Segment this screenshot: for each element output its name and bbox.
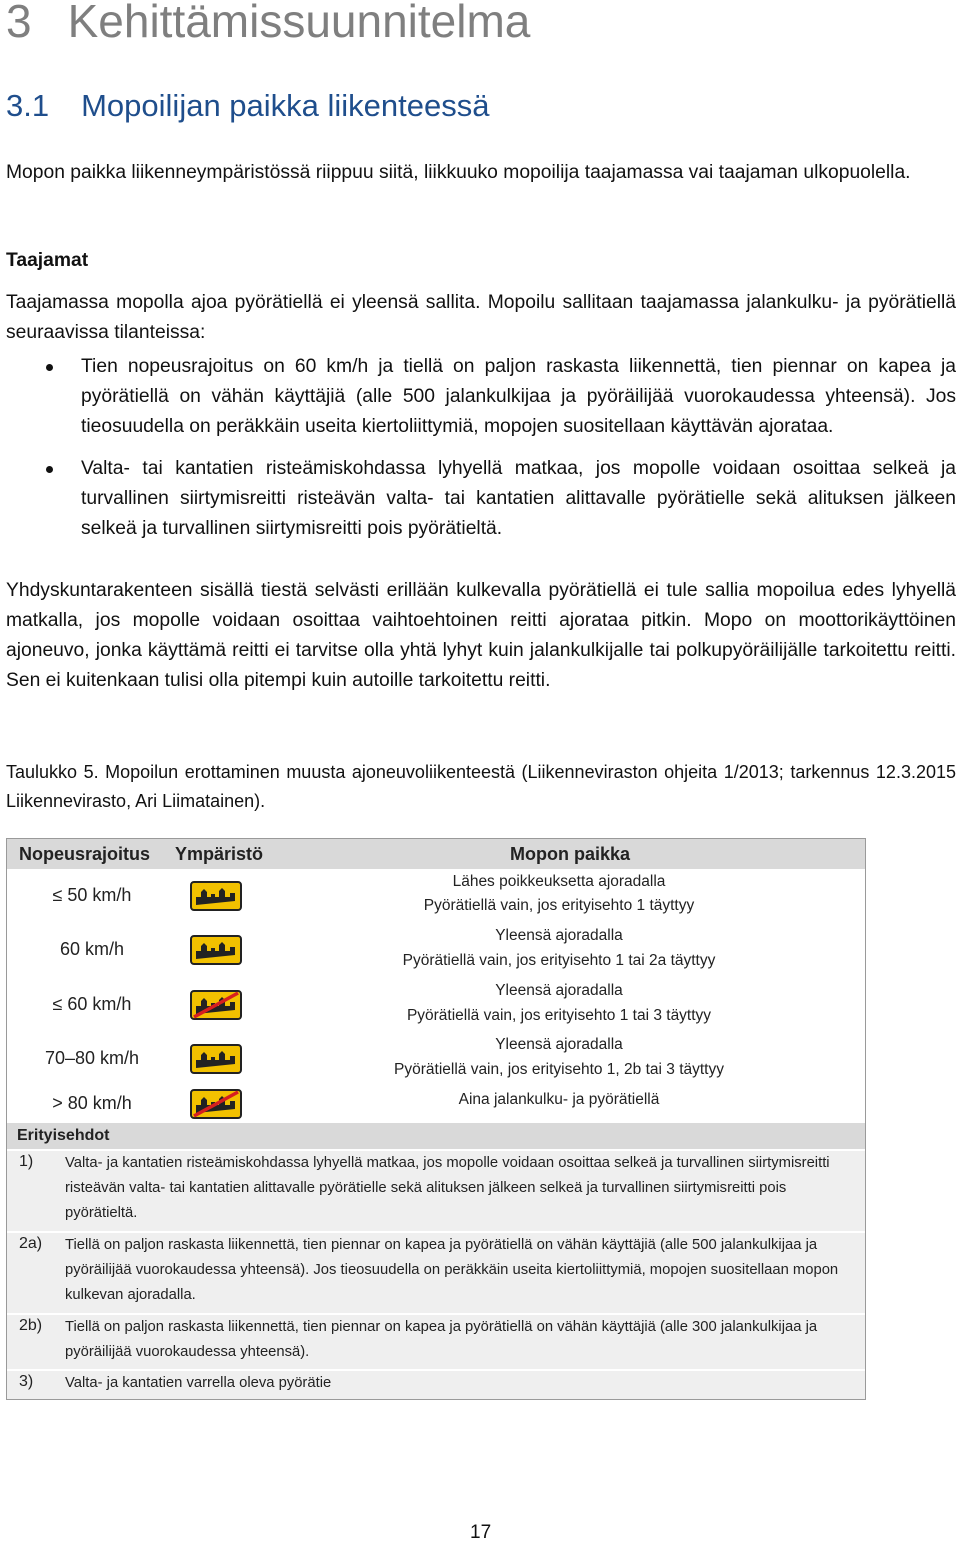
page-number: 17 [470, 1522, 492, 1543]
place-text: Aina jalankulku- ja pyörätiellä [458, 1091, 660, 1108]
speed-limit: ≤ 60 km/h [52, 994, 132, 1014]
condition-text: Tiellä on paljon raskasta liikennettä, tien piennar on kapea ja pyörätiellä on vähän käyttäjiä (alle 300 jalankulkijaa ja pyöräilijää vuorokaudessa yhteensä). [65, 1319, 818, 1360]
taajama-icon [190, 1044, 242, 1074]
place-text: Yleensä ajoradalla [495, 927, 623, 944]
special-condition [7, 1371, 865, 1399]
list-item-text: Valta- tai kantatien risteämiskohdassa lyhyellä matkaa, jos mopolle voidaan osoittaa selkeä ja turvallinen siirtymisreitti risteävän valta- tai kantatien alittavalle pyörätielle sekä alituksen jälkeen selkeä ja turvallinen siirtymisreitti pois pyörätieltä. [81, 458, 956, 539]
place-text: Pyörätiellä vain, jos erityisehto 1 tai 3 täyttyy [406, 1007, 712, 1024]
chapter-title: Kehittämissuunnitelma [67, 0, 531, 47]
special-condition [7, 1233, 865, 1313]
special-conditions-title: Erityisehdot [17, 1127, 110, 1144]
special-condition [7, 1315, 865, 1369]
table-row [7, 977, 865, 1031]
condition-text: Valta- ja kantatien risteämiskohdassa lyhyellä matkaa, jos mopolle voidaan osoittaa selkeä ja turvallinen siirtymisreitti risteävän valta- tai kantatien alittavalle pyörätielle sekä alituksen jälkeen selkeä ja turvallinen siirtymisreitti pois pyörätieltä. [65, 1155, 830, 1221]
subheading-taajamat: Taajamat [6, 250, 89, 271]
place-text: Pyörätiellä vain, jos erityisehto 1 tai 2a täyttyy [402, 952, 716, 969]
chapter-number: 3 [6, 0, 32, 47]
table-row [7, 921, 865, 977]
header-place: Mopon paikka [510, 844, 631, 864]
list-item [6, 454, 956, 544]
paragraph-taajamat: Taajamassa mopolla ajoa pyörätiellä ei yleensä sallita. Mopoilu sallitaan taajamassa jalankulku- ja pyörätiellä seuraavissa tilanteissa: [6, 292, 956, 343]
bullet-icon [46, 466, 53, 473]
place-text: Pyörätiellä vain, jos erityisehto 1 täyttyy [423, 897, 695, 914]
taajama-icon [190, 881, 242, 911]
chapter-heading [6, 0, 530, 48]
section-title: Mopoilijan paikka liikenteessä [81, 88, 490, 123]
place-text: Yleensä ajoradalla [495, 1036, 623, 1053]
condition-list [6, 352, 956, 556]
place-text: Pyörätiellä vain, jos erityisehto 1, 2b tai 3 täyttyy [394, 1061, 724, 1078]
condition-label: 1) [19, 1153, 34, 1170]
paragraph-yhdyskuntarakenne: Yhdyskuntarakenteen sisällä tiestä selvästi erillään kulkevalla pyörätiellä ei tule sallia mopoilua edes lyhyellä matkalla, jos mopolle voidaan osoittaa vaihtoehtoinen reitti ajorataa pitkin. Mopo on moottorikäyttöinen ajoneuvo, jonka käyttämä reitti ei tarvitse olla yhtä lyhyt kuin jalankulkijalle tai polkupyöräilijälle tarkoitettu reitti. Sen ei kuitenkaan tulisi olla pitempi kuin autoille tarkoitettu reitti. [6, 580, 956, 691]
condition-label: 2a) [19, 1235, 43, 1252]
header-speed: Nopeusrajoitus [19, 844, 151, 864]
taajama-end-icon [190, 990, 242, 1020]
condition-text: Tiellä on paljon raskasta liikennettä, tien piennar on kapea ja pyörätiellä on vähän käyttäjiä (alle 500 jalankulkijaa ja pyöräilijää vuorokaudessa yhteensä). Jos tieosuudella on peräkkäin useita kiertoliittymiä, mopojen suositellaan mopon kulkevan ajoradalla. [65, 1237, 839, 1303]
bullet-icon [46, 364, 53, 371]
taajama-icon [190, 935, 242, 965]
speed-limit: 70–80 km/h [44, 1048, 140, 1068]
speed-limit: 60 km/h [59, 939, 125, 959]
taajama-end-icon [190, 1089, 242, 1119]
condition-label: 2b) [19, 1317, 43, 1334]
place-text: Lähes poikkeuksetta ajoradalla [452, 873, 666, 890]
section-number: 3.1 [6, 88, 50, 123]
table-row [7, 1031, 865, 1085]
table-row [7, 869, 865, 921]
table-row [7, 1085, 865, 1123]
special-condition [7, 1151, 865, 1231]
speed-limit: ≤ 50 km/h [52, 885, 132, 905]
special-conditions-header [7, 1123, 865, 1149]
table-header [7, 839, 865, 869]
section-heading [6, 88, 490, 124]
table-caption: Taulukko 5. Mopoilun erottaminen muusta ajoneuvoliikenteestä (Liikenneviraston ohjeita 1/2013; tarkennus 12.3.2015 Liikennevirasto, Ari Liimatainen). [6, 762, 956, 811]
intro-paragraph: Mopon paikka liikenneympäristössä riippuu siitä, liikkuuko mopoilija taajamassa vai taajaman ulkopuolella. [6, 162, 911, 183]
list-item-text: Tien nopeusrajoitus on 60 km/h ja tiellä on paljon raskasta liikennettä, tien piennar on kapea ja pyörätiellä on vähän käyttäjiä (alle 500 jalankulkijaa ja pyöräilijää vuorokaudessa yhteensä). Jos tieosuudella on peräkkäin useita kiertoliittymiä, mopojen suositellaan käyttävän ajorataa. [81, 356, 956, 437]
list-item [6, 352, 956, 442]
table-figure [6, 838, 866, 1400]
condition-text: Valta- ja kantatien varrella oleva pyörätie [65, 1375, 332, 1391]
speed-limit: > 80 km/h [52, 1093, 132, 1113]
header-environment: Ympäristö [175, 844, 264, 864]
condition-label: 3) [19, 1373, 34, 1390]
place-text: Yleensä ajoradalla [495, 982, 623, 999]
